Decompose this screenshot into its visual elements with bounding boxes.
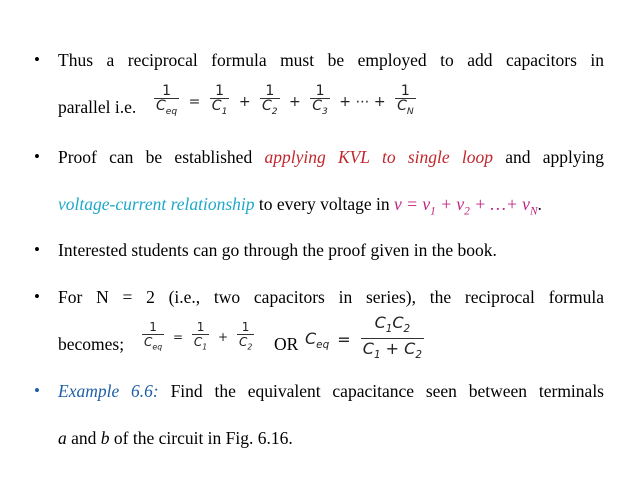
bullet-dot: • (34, 50, 40, 69)
reciprocal-formula-n: $\frac{1}{C_{eq}}$ = $\frac{1}{C_1}$ + $\frac{1}{C_2}$ + $\frac{1}{C_3}$ + ⋯ + $\frac{1}{C_N}$ (152, 84, 418, 120)
or-label: OR (274, 334, 299, 354)
bullet-dot: • (34, 240, 40, 259)
bullet5-line1: Example 6.6: Find the equivalent capacitance seen between terminals (58, 381, 604, 401)
example-label: Example 6.6: (58, 381, 159, 401)
bullet-dot: • (34, 381, 40, 400)
bullet5-line2: a and b of the circuit in Fig. 6.16. (58, 428, 293, 448)
bullet1-line2: parallel i.e. (58, 97, 137, 117)
bullet-dot: • (34, 287, 40, 306)
two-cap-reciprocal-formula: $\frac{1}{C_{eq}}$ = $\frac{1}{C_1}$ + $\frac{1}{C_2}$ (140, 320, 256, 354)
bullet1-line1: Thus a reciprocal formula must be employed to add capacitors in (58, 50, 604, 70)
two-cap-product-formula: $C_{eq}$ = $\frac{C_1C_2}{C_1 + C_2}$ (305, 314, 426, 365)
kvl-equation: $v = v_1 + v_2$ + …+ $v_N$ (394, 194, 538, 218)
vcr-phrase: voltage-current relationship (58, 194, 255, 214)
bullet4-line1: For N = 2 (i.e., two capacitors in series), the reciprocal formula (58, 287, 604, 307)
bullet2-line2: voltage-current relationship to every voltage in $v = v_1 + v_2$ + …+ $v_N$. (58, 194, 542, 218)
bullet3-line: Interested students can go through the proof given in the book. (58, 240, 497, 260)
kvl-phrase: applying KVL to single loop (264, 147, 493, 167)
bullet-dot: • (34, 147, 40, 166)
bullet2-line1: Proof can be established applying KVL to single loop and applying (58, 147, 605, 167)
bullet4-line2: becomes; (58, 334, 125, 354)
